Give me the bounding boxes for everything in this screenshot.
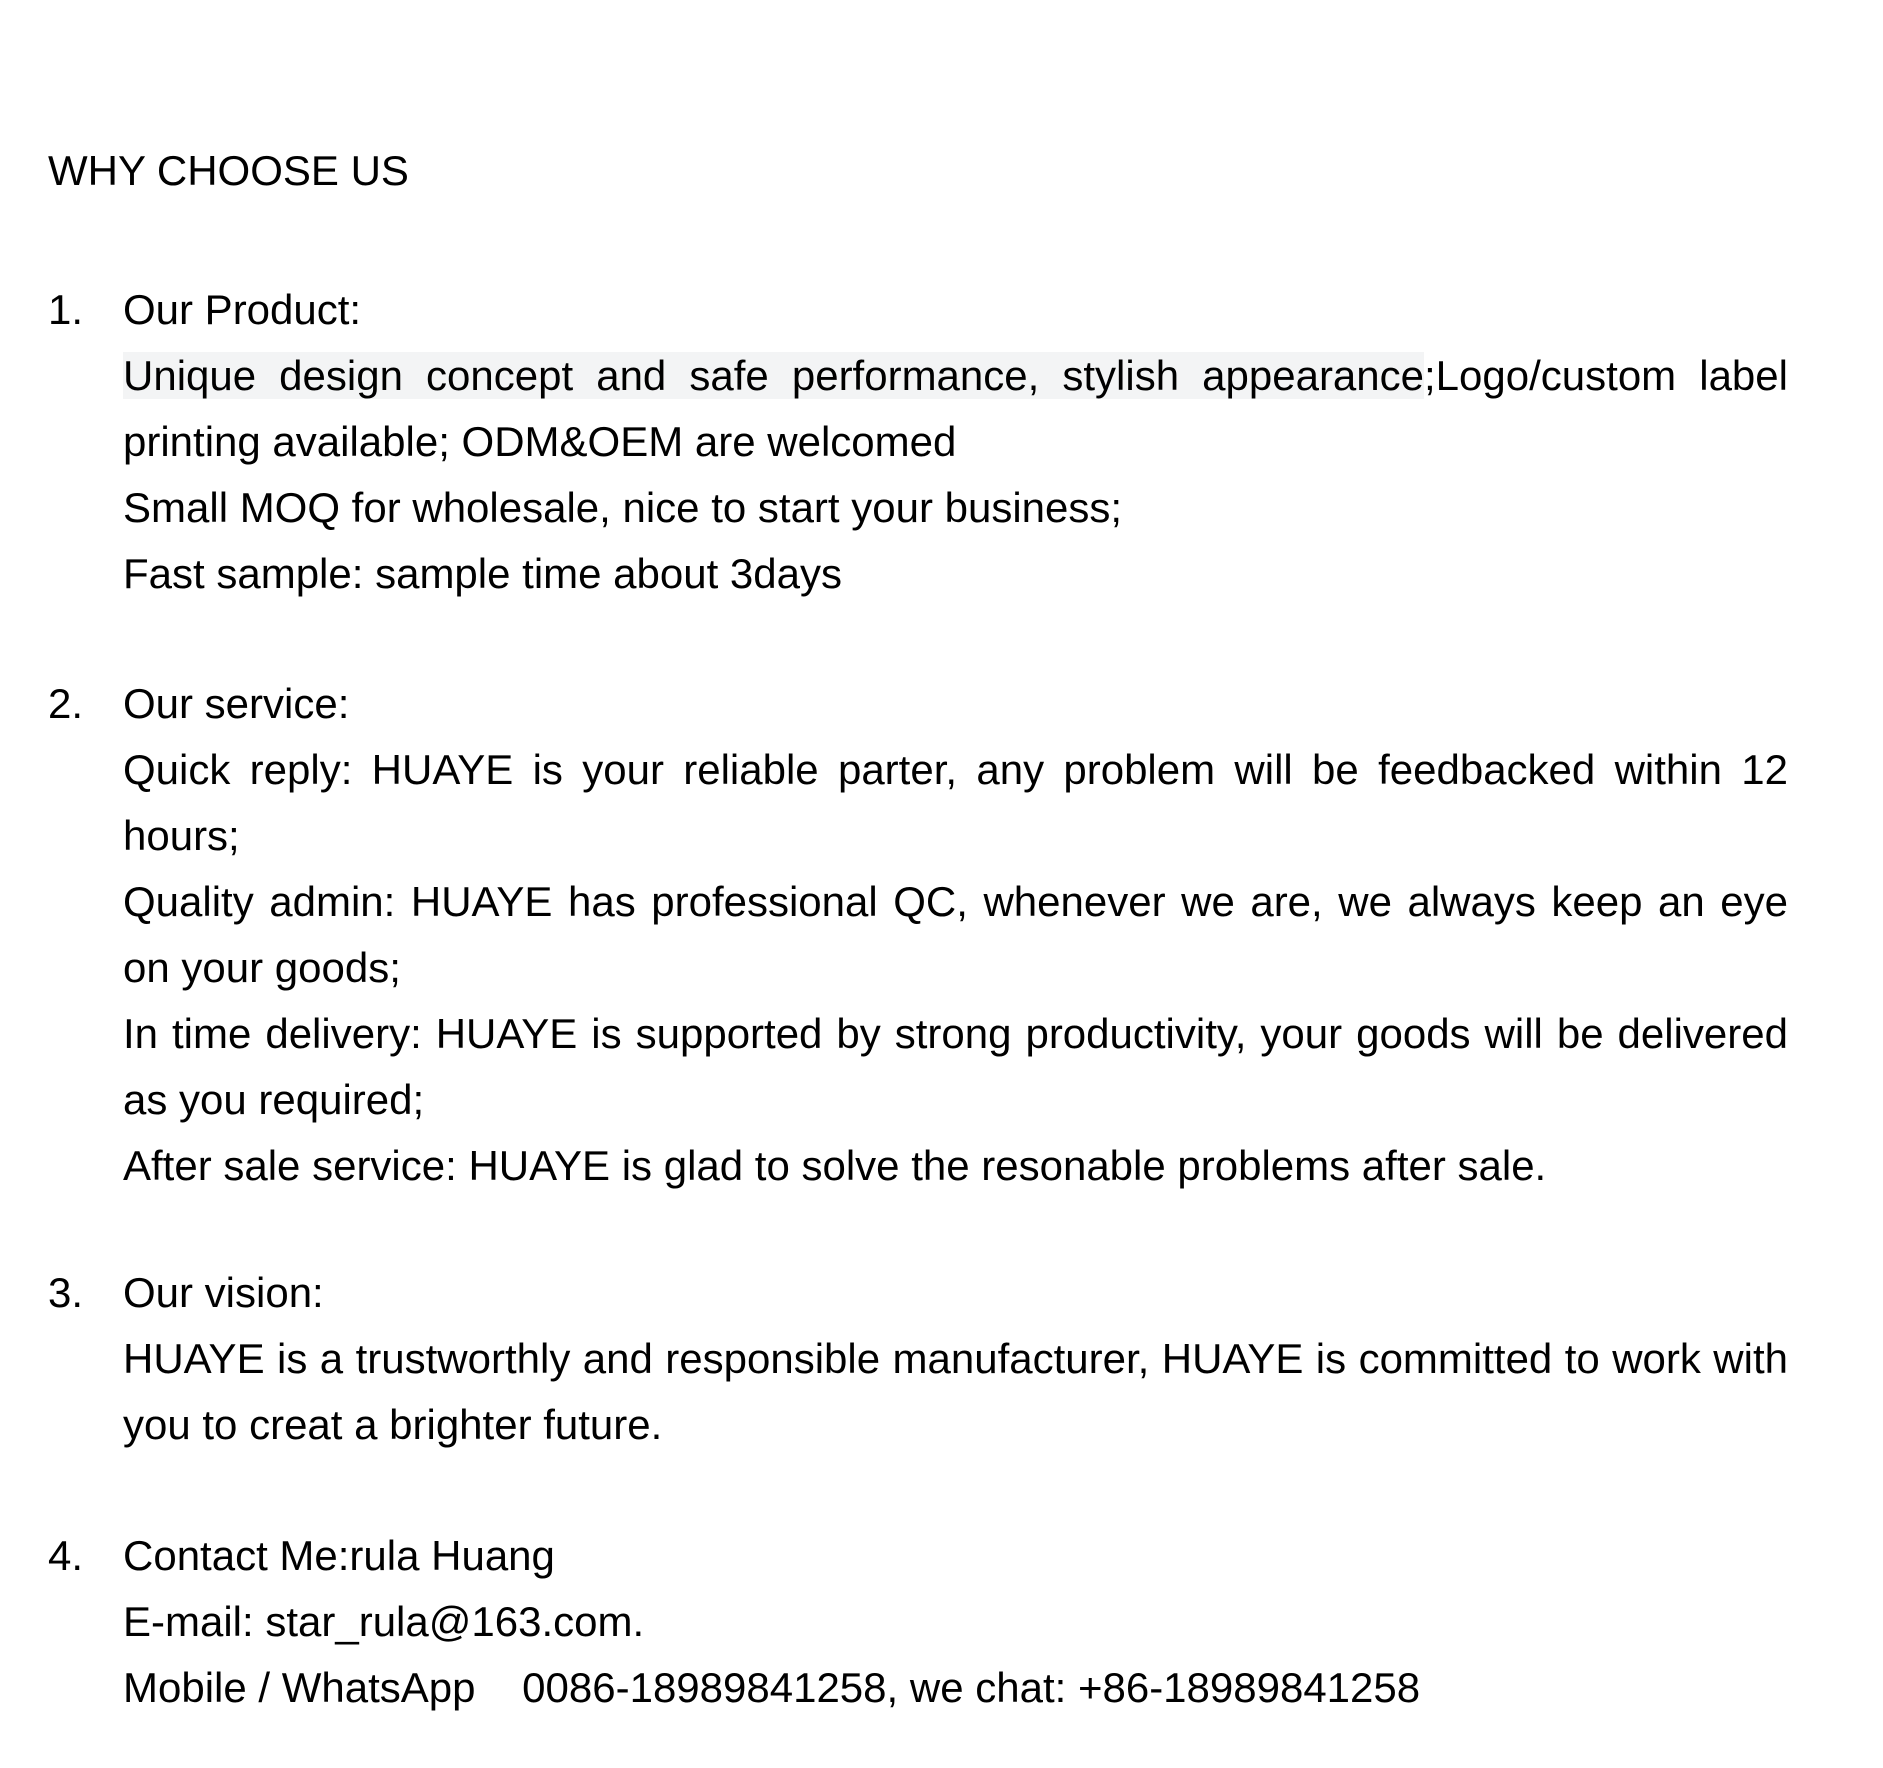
paragraph: Fast sample: sample time about 3days bbox=[123, 550, 843, 597]
section-number: 4. bbox=[48, 1532, 84, 1579]
paragraph: In time delivery: HUAYE is supported by strong productivity, your goods will be delivered as you required; bbox=[123, 1010, 1788, 1123]
paragraph-text: ;Logo/custom label printing available; ODM&OEM are welcomed bbox=[123, 352, 1788, 465]
section-body bbox=[123, 1589, 1788, 1721]
section-contact bbox=[48, 1523, 1788, 1721]
section-our-service bbox=[48, 671, 1788, 1199]
section-heading bbox=[48, 1523, 1788, 1589]
section-our-product bbox=[48, 277, 1788, 607]
section-number: 2. bbox=[48, 680, 84, 727]
highlighted-text: Unique design concept and safe performance, stylish appearance bbox=[123, 352, 1425, 399]
section-title: Our Product: bbox=[123, 286, 362, 333]
section-body bbox=[123, 343, 1788, 607]
page-title: WHY CHOOSE US bbox=[48, 147, 409, 194]
paragraph: Quality admin: HUAYE has professional QC, whenever we are, we always keep an eye on your goods; bbox=[123, 878, 1788, 991]
section-heading bbox=[48, 1260, 1788, 1326]
section-number: 3. bbox=[48, 1269, 84, 1316]
contact-email: E-mail: star_rula@163.com. bbox=[123, 1598, 645, 1645]
section-title: Our service: bbox=[123, 680, 350, 727]
section-body bbox=[123, 1326, 1788, 1458]
section-heading bbox=[48, 277, 1788, 343]
section-our-vision bbox=[48, 1260, 1788, 1458]
section-body bbox=[123, 737, 1788, 1199]
section-title: Contact Me:rula Huang bbox=[123, 1532, 555, 1579]
paragraph: HUAYE is a trustworthly and responsible manufacturer, HUAYE is committed to work with you to creat a brighter future. bbox=[123, 1335, 1788, 1448]
section-title: Our vision: bbox=[123, 1269, 324, 1316]
section-number: 1. bbox=[48, 286, 84, 333]
paragraph: After sale service: HUAYE is glad to solve the resonable problems after sale. bbox=[123, 1142, 1547, 1189]
paragraph: Quick reply: HUAYE is your reliable parter, any problem will be feedbacked within 12 hours; bbox=[123, 746, 1788, 859]
contact-phone: Mobile / WhatsApp 0086-18989841258, we chat: +86-18989841258 bbox=[123, 1664, 1421, 1711]
paragraph: Small MOQ for wholesale, nice to start your business; bbox=[123, 484, 1123, 531]
section-heading bbox=[48, 671, 1788, 737]
paragraph bbox=[123, 343, 1788, 475]
